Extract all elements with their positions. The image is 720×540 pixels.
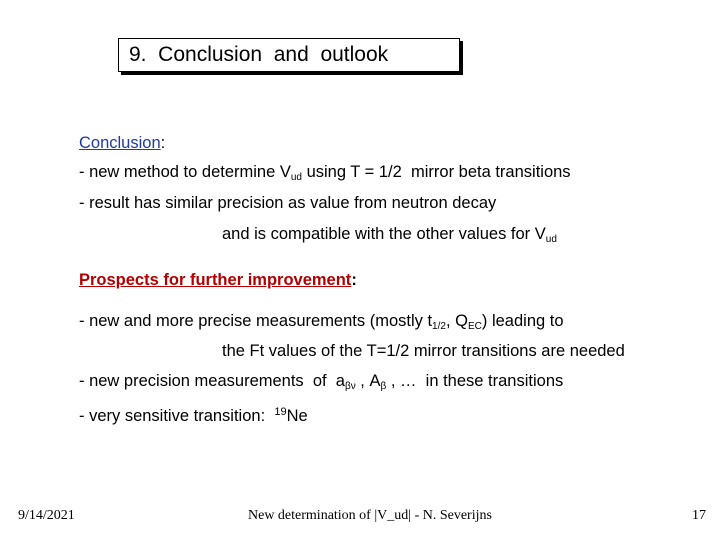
prospects-item-1-rest: ) leading to [481,312,564,330]
prospects-item-1-text: - new and more precise measurements (mostly t [79,312,433,330]
prospects-item-1-sub2: EC [467,321,482,332]
prospects-item-2-sub2: β [380,381,387,392]
prospects-item-3-rest: Ne [286,407,308,425]
footer-title: New determination of |V_ud| - N. Severijns [248,508,492,523]
conclusion-item-1-rest: using T = 1/2 mirror beta transitions [301,163,571,181]
conclusion-item-1 [79,162,571,188]
footer-page-number: 17 [692,508,706,523]
footer-date: 9/14/2021 [18,508,75,523]
conclusion-item-1-sub: ud [290,172,302,183]
prospects-colon: : [351,271,357,289]
prospects-item-3-sup: 19 [274,406,287,418]
conclusion-item-2-cont-text: and is compatible with the other values for V [222,225,546,243]
prospects-item-2-sub1: βν [344,381,356,392]
conclusion-item-1-text: - new method to determine V [79,163,291,181]
prospects-item-2-rest: , … in these transitions [386,372,564,390]
prospects-item-1 [79,311,564,337]
conclusion-item-2: - result has similar precision as value from neutron decay [79,194,497,212]
prospects-item-2-mid: , A [355,372,381,390]
prospects-item-2 [79,371,563,397]
prospects-item-2-text: - new precision measurements of a [79,372,345,390]
prospects-heading-line [79,270,357,290]
conclusion-heading: Conclusion [79,134,161,152]
prospects-item-1-continuation: the Ft values of the T=1/2 mirror transitions are needed [222,342,625,360]
conclusion-item-2-cont-sub: ud [545,234,557,245]
slide-title: 9. Conclusion and outlook [118,38,460,72]
conclusion-colon: : [160,134,166,152]
prospects-item-3-text: - very sensitive transition: [79,407,275,425]
conclusion-item-2-continuation [222,224,557,250]
conclusion-heading-line [79,133,165,153]
prospects-heading: Prospects for further improvement [79,271,352,289]
prospects-item-1-sub1: 1/2 [432,321,446,332]
prospects-item-1-mid: , Q [445,312,468,330]
prospects-item-3 [79,402,308,426]
